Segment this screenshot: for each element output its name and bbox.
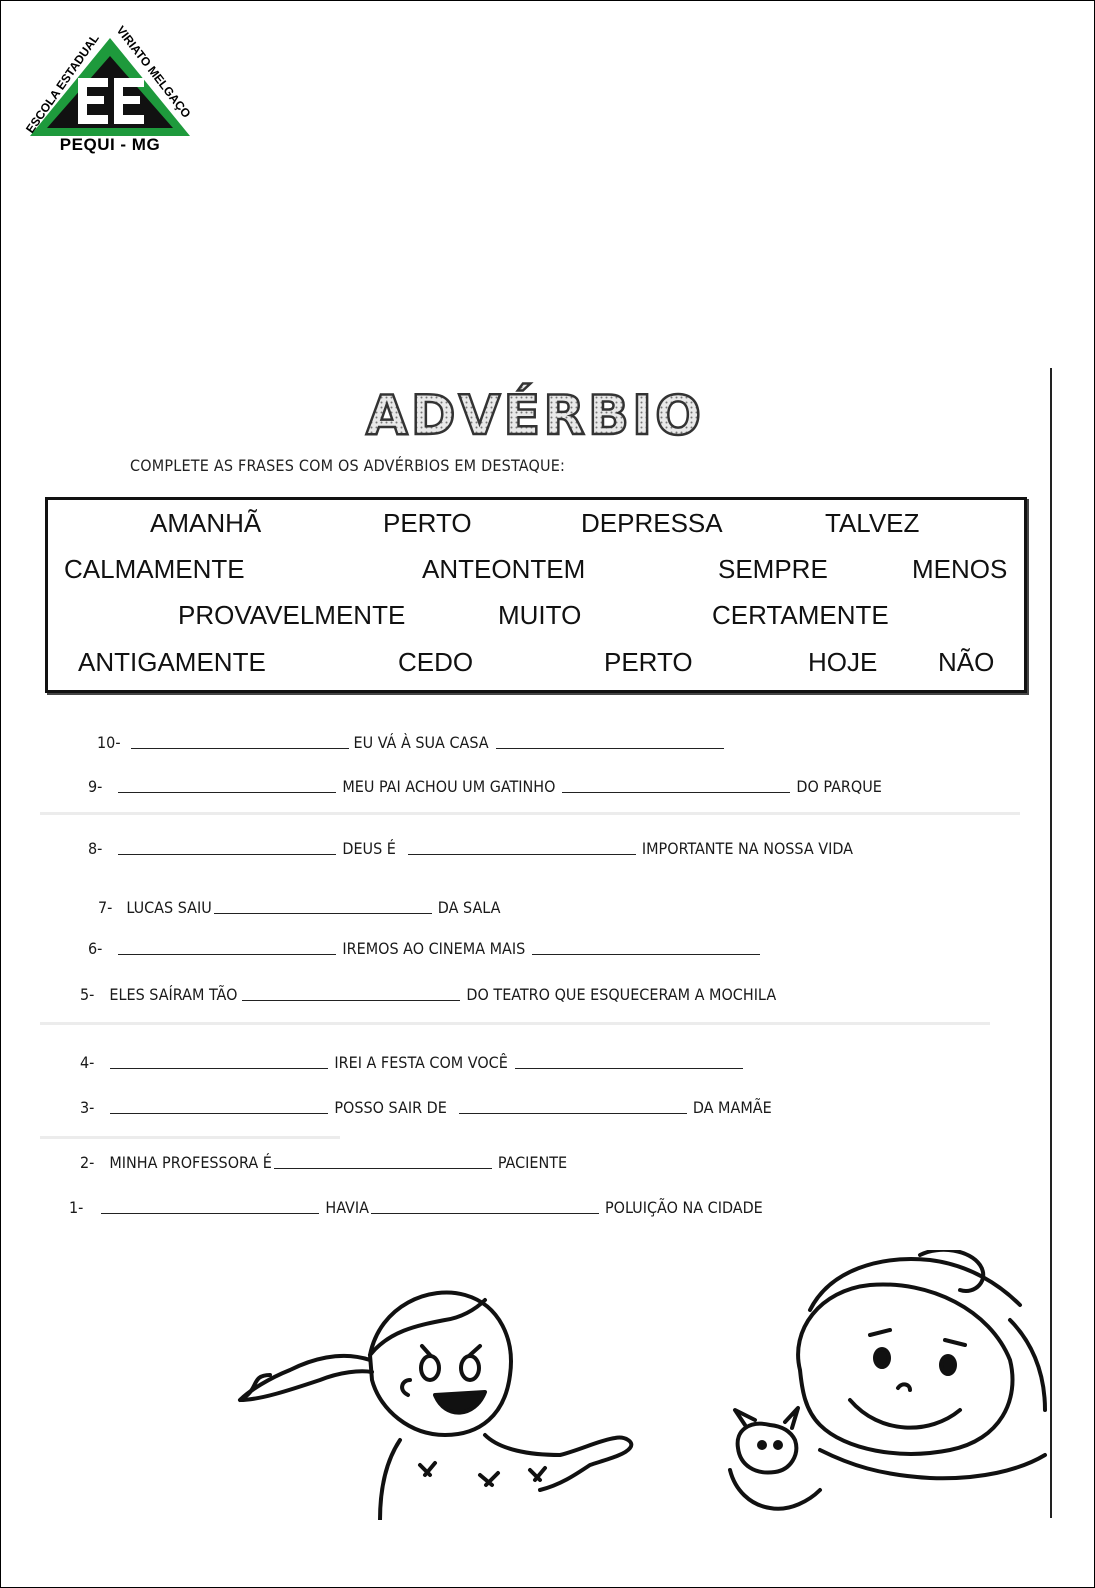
exercise-text: DO TEATRO QUE ESQUECERAM A MOCHILA — [466, 985, 777, 1004]
exercise-2 — [80, 1153, 567, 1172]
answer-blank[interactable] — [515, 1067, 743, 1069]
answer-blank[interactable] — [118, 853, 336, 855]
answer-blank[interactable] — [532, 953, 760, 955]
answer-blank[interactable] — [118, 791, 336, 793]
exercise-1 — [69, 1198, 763, 1217]
word-bank-item: PERTO — [383, 508, 472, 538]
answer-blank[interactable] — [101, 1212, 319, 1214]
exercise-text: HAVIA — [325, 1198, 369, 1217]
exercise-number: 6- — [88, 939, 103, 958]
scan-smudge — [40, 812, 1020, 815]
logo-arc-left: ESCOLA ESTADUAL — [22, 31, 102, 136]
exercise-6 — [88, 939, 760, 958]
exercise-9 — [88, 777, 882, 796]
worksheet-title-text: ADVÉRBIO — [365, 384, 705, 447]
exercise-number: 2- — [80, 1153, 95, 1172]
exercise-number: 4- — [80, 1053, 95, 1072]
worksheet-border-right — [1050, 368, 1052, 1518]
word-bank-item: ANTEONTEM — [422, 554, 586, 584]
exercise-number: 1- — [69, 1198, 84, 1217]
boy-figure — [730, 1250, 1045, 1509]
word-bank-item: DEPRESSA — [581, 508, 723, 538]
exercise-text: POLUIÇÃO NA CIDADE — [604, 1198, 763, 1217]
answer-blank[interactable] — [242, 999, 460, 1001]
word-bank-item: MENOS — [912, 554, 1008, 584]
exercise-number: 10- — [97, 733, 121, 752]
answer-blank[interactable] — [562, 791, 790, 793]
girl-figure — [240, 1293, 631, 1521]
word-bank-item: SEMPRE — [718, 554, 828, 584]
exercise-8 — [88, 839, 853, 858]
exercise-5 — [80, 985, 776, 1004]
exercise-number: 9- — [88, 777, 103, 796]
answer-blank[interactable] — [408, 853, 636, 855]
exercise-10 — [97, 733, 724, 752]
exercise-text: DA SALA — [437, 898, 501, 917]
worksheet-title — [330, 376, 740, 448]
answer-blank[interactable] — [110, 1112, 328, 1114]
word-bank-item: CEDO — [398, 647, 474, 677]
word-bank-item: PROVAVELMENTE — [178, 600, 406, 630]
answer-blank[interactable] — [214, 912, 432, 914]
scan-smudge — [40, 1022, 990, 1025]
exercise-text: EU VÁ À SUA CASA — [353, 733, 489, 752]
exercise-text: IREI A FESTA COM VOCÊ — [334, 1053, 508, 1072]
logo-arc-right: VIRIATO MELGAÇO — [113, 23, 194, 121]
exercise-text: ELES SAÍRAM TÃO — [109, 985, 238, 1004]
word-bank-item: PERTO — [604, 647, 693, 677]
exercise-text: DEUS É — [342, 839, 396, 858]
word-bank-item: CERTAMENTE — [712, 600, 889, 630]
cartoon-children-illustration — [230, 1250, 1050, 1520]
exercise-text: MEU PAI ACHOU UM GATINHO — [342, 777, 556, 796]
exercise-number: 5- — [80, 985, 95, 1004]
answer-blank[interactable] — [496, 747, 724, 749]
exercise-text: LUCAS SAIU — [126, 898, 212, 917]
answer-blank[interactable] — [274, 1167, 492, 1169]
word-bank-item: CALMAMENTE — [64, 554, 245, 584]
exercise-3 — [80, 1098, 772, 1117]
scan-smudge — [40, 1136, 340, 1139]
instruction-text: COMPLETE AS FRASES COM OS ADVÉRBIOS EM DESTAQUE: — [130, 456, 566, 475]
exercise-number: 3- — [80, 1098, 95, 1117]
word-bank-item: AMANHÃ — [150, 508, 262, 538]
answer-blank[interactable] — [459, 1112, 687, 1114]
exercise-number: 8- — [88, 839, 103, 858]
exercise-text: DA MAMÃE — [692, 1098, 772, 1117]
word-bank-item: HOJE — [808, 647, 878, 677]
word-bank-item: NÃO — [938, 647, 995, 677]
word-bank-item: MUITO — [498, 600, 582, 630]
exercise-text: MINHA PROFESSORA É — [109, 1153, 272, 1172]
answer-blank[interactable] — [371, 1212, 599, 1214]
answer-blank[interactable] — [110, 1067, 328, 1069]
exercise-number: 7- — [98, 898, 113, 917]
exercise-text: DO PARQUE — [796, 777, 882, 796]
exercise-4 — [80, 1053, 743, 1072]
logo-caption: PEQUI - MG — [59, 135, 161, 154]
word-bank-item: TALVEZ — [825, 508, 920, 538]
exercise-text: IMPORTANTE NA NOSSA VIDA — [641, 839, 854, 858]
answer-blank[interactable] — [118, 953, 336, 955]
answer-blank[interactable] — [131, 747, 349, 749]
word-bank-item: ANTIGAMENTE — [78, 647, 266, 677]
exercise-text: IREMOS AO CINEMA MAIS — [342, 939, 526, 958]
exercise-7 — [98, 898, 501, 917]
exercise-text: PACIENTE — [497, 1153, 568, 1172]
exercise-text: POSSO SAIR DE — [334, 1098, 447, 1117]
